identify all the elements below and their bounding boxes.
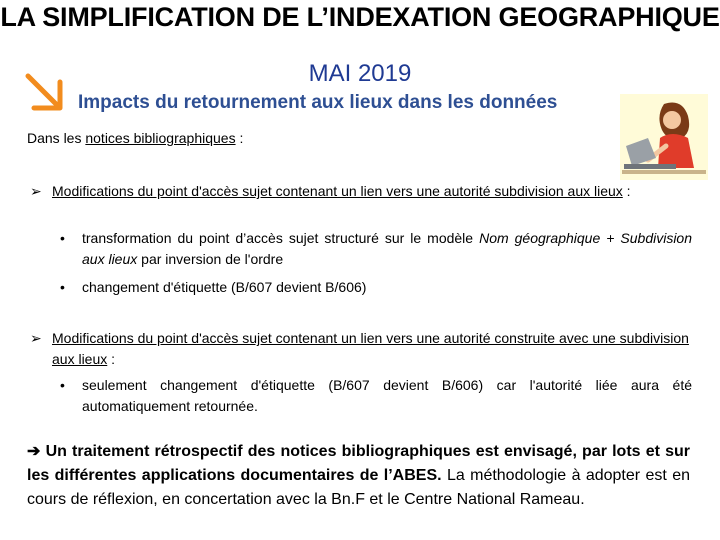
conclusion-paragraph	[27, 440, 690, 512]
woman-at-laptop-illustration	[620, 94, 708, 180]
conclusion-arrow-icon: ➔	[27, 443, 41, 460]
sub-item-text: changement d'étiquette (B/607 devient B/606)	[82, 279, 367, 295]
sub-list-item	[60, 277, 692, 298]
item-suffix: :	[622, 183, 631, 199]
page-subtitle: Impacts du retournement aux lieux dans les données	[78, 92, 558, 113]
intro-line	[27, 130, 243, 146]
list-item	[30, 328, 692, 370]
intro-prefix: Dans les	[27, 130, 86, 146]
intro-suffix: :	[235, 130, 244, 146]
sub-item-emphasis: Nom géographique + Subdivision aux lieux	[82, 230, 693, 267]
sub-item-text: seulement changement d'étiquette (B/607 devient B/606) car l'autorité liée aura été automatiquement retournée.	[82, 377, 692, 414]
sub-list-item	[60, 228, 693, 270]
sub-list-item	[60, 375, 692, 417]
arrow-down-right-icon	[22, 70, 68, 116]
bullet-arrow-icon: ➢	[30, 183, 42, 199]
bullet-dot-icon: •	[60, 377, 65, 393]
item-text: Modifications du point d'accès sujet contenant un lien vers une autorité construite avec une subdivision aux lieux	[52, 330, 689, 367]
item-suffix: :	[107, 351, 116, 367]
item-text: Modifications du point d'accès sujet contenant un lien vers une autorité subdivision aux lieux	[52, 183, 623, 199]
page-date: MAI 2019	[308, 60, 412, 87]
conclusion-bold: Un traitement rétrospectif des notices bibliographiques est envisagé, par lots et sur les différentes applications documentaires de l’ABES.	[27, 443, 690, 484]
sub-item-text-end: par inversion de l'ordre	[137, 251, 284, 267]
list-item	[30, 181, 692, 202]
sub-item-text: transformation du point d’accès sujet structuré sur le modèle	[82, 230, 480, 246]
page-title: LA SIMPLIFICATION DE L’INDEXATION GEOGRAPHIQUE	[0, 2, 720, 32]
conclusion-rest: La méthodologie à adopter est en cours de réflexion, en concertation avec la Bn.F et le Centre National Rameau.	[27, 467, 691, 508]
bullet-dot-icon: •	[60, 230, 65, 246]
bullet-arrow-icon: ➢	[30, 330, 42, 346]
bullet-dot-icon: •	[60, 279, 65, 295]
intro-underlined: notices bibliographiques	[85, 130, 236, 146]
